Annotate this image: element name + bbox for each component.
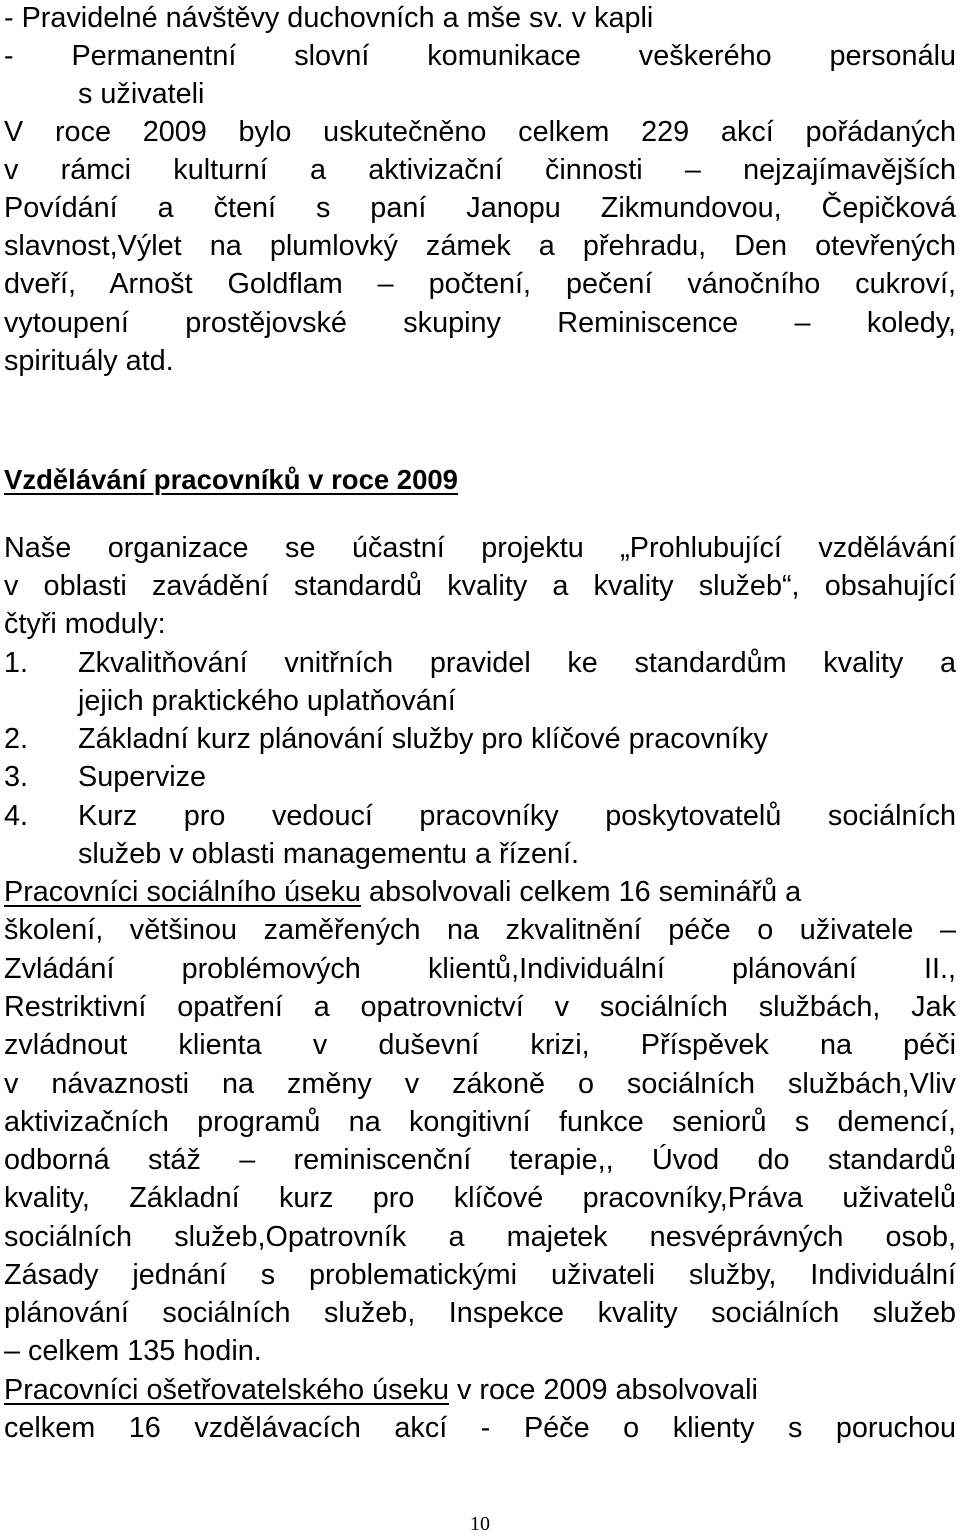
- text-line: sociálních služeb,Opatrovník a majetek nesvéprávných osob,: [4, 1221, 956, 1253]
- text-line: spirituály atd.: [4, 345, 174, 377]
- text-line: - Permanentní slovní komunikace veškerého personálu: [4, 40, 956, 72]
- nursing-section-link-text: Pracovníci ošetřovatelského úseku: [4, 1374, 449, 1406]
- section-heading: Vzdělávání pracovníků v roce 2009: [4, 464, 458, 495]
- text-line: Zásady jednání s problematickými uživateli služby, Individuální: [4, 1259, 956, 1291]
- list-item-text: Supervize: [78, 761, 207, 793]
- text-line: čtyři moduly:: [4, 608, 166, 640]
- text-line: - Pravidelné návštěvy duchovních a mše sv. v kapli: [4, 2, 654, 34]
- page-number: 10: [470, 1513, 490, 1535]
- text-line: vytoupení prostějovské skupiny Reminiscence – koledy,: [4, 307, 956, 339]
- text-line: Povídání a čtení s paní Janopu Zikmundovou, Čepičková: [4, 192, 956, 224]
- text-line: v návaznosti na změny v zákoně o sociálních službách,Vliv: [4, 1068, 956, 1100]
- list-number: 4.: [4, 800, 29, 832]
- list-item-text: Zkvalitňování vnitřních pravidel ke standardům kvality a: [78, 647, 956, 679]
- text-line: plánování sociálních služeb, Inspekce kvality sociálních služeb: [4, 1297, 956, 1329]
- list-number: 2.: [4, 723, 29, 755]
- list-number: 1.: [4, 647, 29, 679]
- social-section-link-text: Pracovníci sociálního úseku: [4, 876, 361, 908]
- text-line: s uživateli: [78, 78, 205, 110]
- text-fragment: absolvovali celkem 16 seminářů a: [360, 876, 802, 908]
- text-line: odborná stáž – reminiscenční terapie,, Úvod do standardů: [4, 1144, 956, 1176]
- list-item-text: služeb v oblasti managementu a řízení.: [78, 838, 580, 870]
- text-line: – celkem 135 hodin.: [4, 1335, 262, 1367]
- list-item-text: Kurz pro vedoucí pracovníky poskytovatelů sociálních: [78, 800, 956, 832]
- text-line: zvládnout klienta v duševní krizi, Příspěvek na péči: [4, 1029, 956, 1061]
- text-line: celkem 16 vzdělávacích akcí - Péče o klienty s poruchou: [4, 1412, 956, 1444]
- text-line: [4, 1372, 956, 1408]
- text-line: slavnost,Výlet na plumlovký zámek a přehradu, Den otevřených: [4, 230, 956, 262]
- text-line: Naše organizace se účastní projektu „Prohlubující vzdělávání: [4, 532, 956, 564]
- text-line: Zvládání problémových klientů,Individuální plánování II.,: [4, 953, 956, 985]
- text-line: dveří, Arnošt Goldflam – počtení, pečení vánočního cukroví,: [4, 268, 956, 300]
- text-line: školení, většinou zaměřených na zkvalitnění péče o uživatele –: [4, 914, 956, 946]
- text-line: kvality, Základní kurz pro klíčové pracovníky,Práva uživatelů: [4, 1182, 956, 1214]
- text-line: v oblasti zavádění standardů kvality a kvality služeb“, obsahující: [4, 570, 956, 602]
- list-item-text: Základní kurz plánování služby pro klíčové pracovníky: [78, 723, 768, 755]
- text-line: V roce 2009 bylo uskutečněno celkem 229 akcí pořádaných: [4, 116, 956, 148]
- text-line: v rámci kulturní a aktivizační činnosti – nejzajímavějších: [4, 154, 956, 186]
- text-fragment: v roce 2009 absolvovali: [449, 1374, 758, 1406]
- list-item-text: jejich praktického uplatňování: [78, 685, 456, 717]
- text-line: [4, 874, 956, 910]
- list-number: 3.: [4, 761, 29, 793]
- text-line: Restriktivní opatření a opatrovnictví v sociálních službách, Jak: [4, 991, 956, 1023]
- text-line: aktivizačních programů na kongitivní funkce seniorů s demencí,: [4, 1106, 956, 1138]
